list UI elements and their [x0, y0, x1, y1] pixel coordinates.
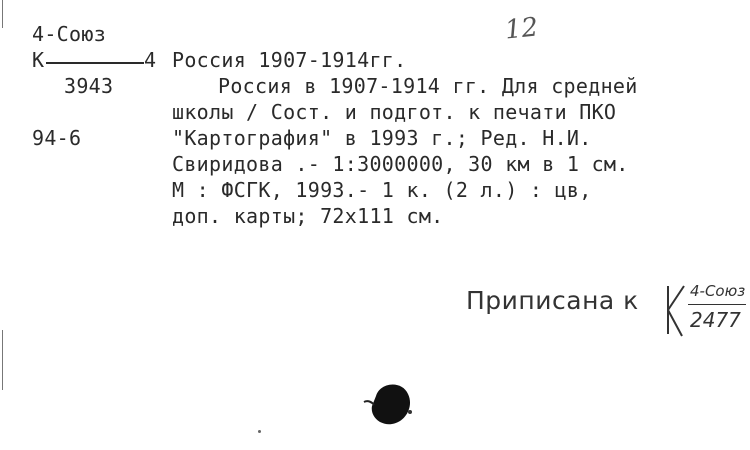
body-line-4: Свиридова .- 1:3000000, 30 км в 1 см.	[172, 152, 629, 176]
card-edge-mark-bottom	[2, 330, 3, 390]
subject-code: 4-Союз	[32, 22, 107, 46]
handwritten-note: Приписана к	[466, 286, 639, 315]
handwritten-fraction-line	[688, 304, 746, 305]
stray-mark	[258, 430, 261, 433]
punch-hole-blot	[350, 372, 430, 432]
year-code: 94-6	[32, 126, 82, 150]
body-line-3: "Картография" в 1993 г.; Ред. Н.И.	[172, 126, 592, 150]
shelf-rule	[46, 62, 144, 64]
body-line-2: школы / Сост. и подгот. к печати ПКО	[172, 100, 617, 124]
body-line-5: М : ФСГК, 1993.- 1 к. (2 л.) : цв,	[172, 178, 592, 202]
shelf-prefix: К	[32, 48, 45, 72]
card-edge-mark-top	[2, 0, 3, 28]
handwritten-denominator: 2477	[690, 308, 741, 332]
shelf-suffix: 4	[144, 48, 157, 72]
page-number: 12	[503, 12, 540, 46]
body-line-6: доп. карты; 72х111 см.	[172, 204, 444, 228]
accession-number: 3943	[64, 74, 114, 98]
heading: Россия 1907-1914гг.	[172, 48, 407, 72]
handwritten-numerator: 4-Союз	[690, 282, 746, 300]
body-line-1: Россия в 1907-1914 гг. Для средней	[218, 74, 638, 98]
bracket-mark	[658, 282, 688, 338]
